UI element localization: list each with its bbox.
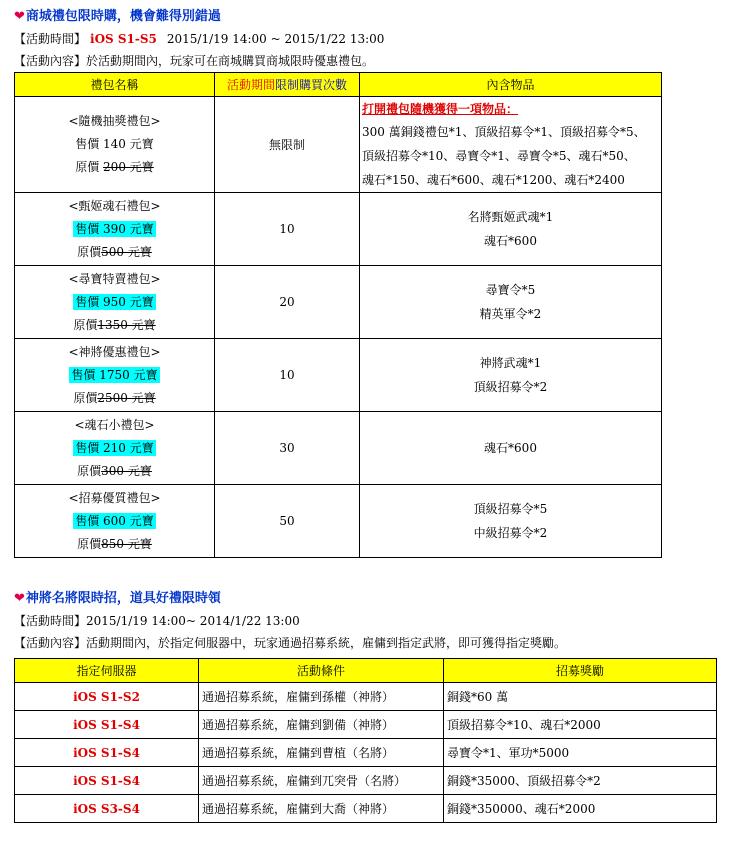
- package-name: <神將優惠禮包>: [68, 344, 161, 359]
- contents-heading: 打開禮包隨機獲得一項物品：: [362, 101, 519, 116]
- contents-line: 神將武魂*1: [479, 356, 542, 370]
- contents-line: 魂石*150、魂石*600、魂石*1200、魂石*2400: [362, 172, 625, 187]
- package-price: [15, 218, 214, 241]
- event-content-line: [14, 632, 720, 654]
- server-cell: iOS S1-S4: [15, 739, 199, 767]
- content-label: 【活動內容】: [14, 54, 87, 68]
- package-price: [15, 291, 214, 314]
- recruit-table: [14, 658, 717, 823]
- package-cell: [15, 97, 215, 193]
- table-row: [15, 683, 717, 711]
- server-cell: iOS S1-S4: [15, 711, 199, 739]
- event-content-line: [14, 50, 714, 72]
- condition-cell: 通過招募系統，雇傭到曹植（名將）: [199, 739, 444, 767]
- contents-line: 魂石*600: [484, 234, 537, 248]
- header-contents: 內含物品: [360, 73, 662, 97]
- table-row: [15, 767, 717, 795]
- header-purchase-limit: [215, 73, 360, 97]
- table-header-row: [15, 73, 662, 97]
- event-time-line: [14, 610, 720, 632]
- time-servers: iOS S1-S5: [90, 32, 157, 46]
- price-text: 售價 950 元寶: [75, 294, 154, 309]
- orig-value: 1350 元寶: [97, 317, 156, 332]
- section-title-text: 商城禮包限時購，機會難得別錯過: [25, 9, 221, 24]
- contents-cell: [360, 485, 662, 558]
- orig-value: 200 元寶: [103, 160, 154, 174]
- reward-cell: 銅錢*35000、頂級招募令*2: [444, 767, 717, 795]
- table-row: [15, 711, 717, 739]
- orig-prefix: 原價: [77, 244, 102, 259]
- table-row: [15, 739, 717, 767]
- contents-line: 名將甄姬武魂*1: [467, 210, 554, 224]
- contents-line: 頂級招募令*10、尋寶令*1、尋寶令*5、魂石*50、: [362, 148, 636, 163]
- contents-cell: [360, 97, 662, 193]
- package-original-price: [15, 460, 214, 483]
- limit-cell: 20: [215, 266, 360, 339]
- package-name: <甄姬魂石禮包>: [68, 198, 161, 213]
- table-row: [15, 97, 662, 193]
- heart-icon: ❤: [14, 591, 25, 606]
- orig-value: 500 元寶: [101, 244, 152, 259]
- orig-value: 850 元寶: [101, 536, 152, 551]
- header-limit-red: 活動期間: [226, 78, 275, 92]
- table-row: [15, 412, 662, 485]
- package-name: <隨機抽獎禮包>: [68, 114, 161, 128]
- server-cell: iOS S1-S4: [15, 767, 199, 795]
- contents-cell: [360, 266, 662, 339]
- package-price: [15, 133, 214, 156]
- package-original-price: [15, 156, 214, 179]
- time-label: 【活動時間】: [14, 614, 87, 628]
- orig-prefix: 原價: [73, 317, 98, 332]
- header-server: 指定伺服器: [15, 659, 199, 683]
- package-price: [15, 510, 214, 533]
- price-text: 售價 140 元寶: [75, 137, 154, 151]
- condition-cell: 通過招募系統，雇傭到兀突骨（名將）: [199, 767, 444, 795]
- package-original-price: [15, 533, 214, 556]
- package-cell: [15, 412, 215, 485]
- table-row: [15, 795, 717, 823]
- package-table: [14, 72, 662, 558]
- package-original-price: [15, 387, 214, 410]
- condition-cell: 通過招募系統，雇傭到孫權（神將）: [199, 683, 444, 711]
- reward-cell: 頂級招募令*10、魂石*2000: [444, 711, 717, 739]
- contents-line: 精英軍令*2: [479, 307, 542, 321]
- package-cell: [15, 339, 215, 412]
- orig-prefix: 原價: [75, 160, 100, 174]
- orig-prefix: 原價: [73, 390, 98, 405]
- package-name: <尋寶特賣禮包>: [68, 271, 161, 286]
- table-header-row: [15, 659, 717, 683]
- time-range: 2015/1/19 14:00~ 2014/1/22 13:00: [86, 614, 300, 628]
- section-title-text: 神將名將限時招，道具好禮限時領: [25, 591, 221, 606]
- contents-line: 尋寶令*5: [485, 283, 536, 297]
- package-original-price: [15, 241, 214, 264]
- contents-cell: [360, 193, 662, 266]
- server-cell: iOS S3-S4: [15, 795, 199, 823]
- header-limit-blue: 限制購買次數: [275, 78, 348, 92]
- orig-prefix: 原價: [77, 536, 102, 551]
- header-condition: 活動條件: [199, 659, 444, 683]
- package-price: [15, 364, 214, 387]
- content-label: 【活動內容】: [14, 636, 87, 650]
- time-range: 2015/1/19 14:00 ~ 2015/1/22 13:00: [166, 32, 385, 46]
- section-title: [14, 588, 720, 610]
- content-text: 於活動期間內，玩家可在商城購買商城限時優惠禮包。: [86, 54, 375, 68]
- header-package-name: 禮包名稱: [15, 73, 215, 97]
- section-title: [14, 6, 714, 28]
- time-label: 【活動時間】: [14, 32, 87, 46]
- reward-cell: 尋寶令*1、軍功*5000: [444, 739, 717, 767]
- contents-line: 300 萬銅錢禮包*1、頂級招募令*1、頂級招募令*5、: [362, 124, 646, 139]
- condition-cell: 通過招募系統，雇傭到大喬（神將）: [199, 795, 444, 823]
- contents-line: 魂石*600: [484, 441, 537, 455]
- table-row: [15, 193, 662, 266]
- table-row: [15, 339, 662, 412]
- server-cell: iOS S1-S2: [15, 683, 199, 711]
- package-original-price: [15, 314, 214, 337]
- table-row: [15, 266, 662, 339]
- package-cell: [15, 193, 215, 266]
- limit-cell: 50: [215, 485, 360, 558]
- reward-cell: 銅錢*60 萬: [444, 683, 717, 711]
- package-cell: [15, 485, 215, 558]
- orig-value: 300 元寶: [101, 463, 152, 478]
- package-name: <招募優質禮包>: [68, 490, 161, 505]
- price-text: 售價 600 元寶: [75, 513, 154, 528]
- section-shop-packages: [14, 6, 714, 558]
- contents-line: 頂級招募令*5: [473, 502, 548, 516]
- orig-prefix: 原價: [77, 463, 102, 478]
- price-text: 售價 210 元寶: [75, 440, 154, 455]
- section-recruit-event: [14, 588, 720, 823]
- price-text: 售價 1750 元寶: [71, 367, 158, 382]
- contents-line: 頂級招募令*2: [473, 380, 548, 394]
- table-row: [15, 485, 662, 558]
- heart-icon: ❤: [14, 9, 25, 24]
- orig-value: 2500 元寶: [97, 390, 156, 405]
- condition-cell: 通過招募系統，雇傭到劉備（神將）: [199, 711, 444, 739]
- limit-cell: 無限制: [215, 97, 360, 193]
- contents-cell: [360, 412, 662, 485]
- limit-cell: 10: [215, 193, 360, 266]
- event-time-line: [14, 28, 714, 50]
- header-reward: 招募獎勵: [444, 659, 717, 683]
- package-price: [15, 437, 214, 460]
- contents-line: 中級招募令*2: [473, 526, 548, 540]
- content-text: 活動期間內，於指定伺服器中，玩家通過招募系統，雇傭到指定武將，即可獲得指定獎勵。: [86, 636, 567, 650]
- contents-cell: [360, 339, 662, 412]
- package-name: <魂石小禮包>: [74, 417, 155, 432]
- package-cell: [15, 266, 215, 339]
- price-text: 售價 390 元寶: [75, 221, 154, 236]
- limit-cell: 10: [215, 339, 360, 412]
- reward-cell: 銅錢*350000、魂石*2000: [444, 795, 717, 823]
- limit-cell: 30: [215, 412, 360, 485]
